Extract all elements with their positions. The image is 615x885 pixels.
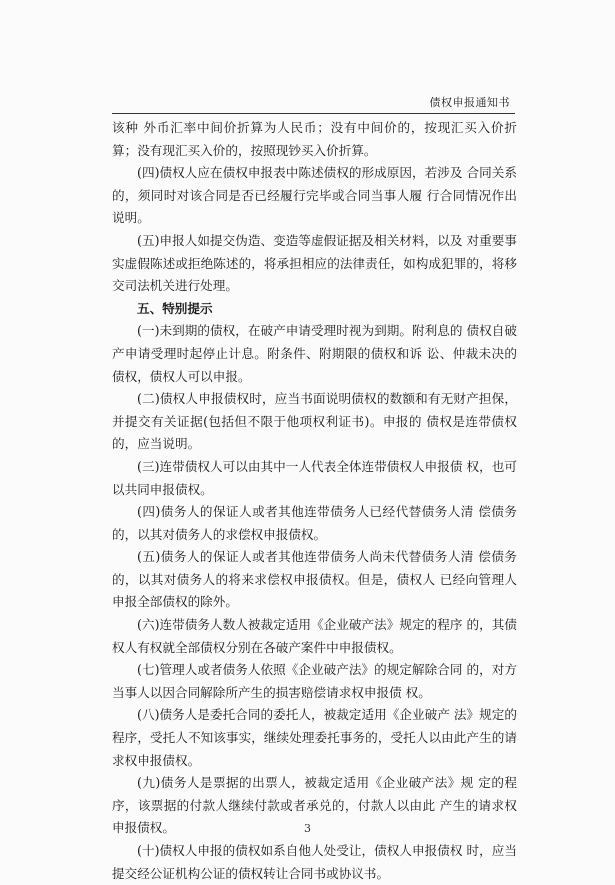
document-body bbox=[112, 117, 517, 885]
note-4: (四)债务人的保证人或者其他连带债务人已经代替债务人清 偿债务的，以其对债务人的求偿权申报债权。 bbox=[112, 504, 517, 542]
note-9: (九)债务人是票据的出票人，被裁定适用《企业破产法》规 定的程序，该票据的付款人继续付款或者承兑的，付款人以由此 产生的请求权申报债权。 bbox=[112, 775, 517, 836]
note-8: (八)债务人是委托合同的委托人，被裁定适用《企业破产 法》规定的程序，受托人不知该事实，继续处理委托事务的，受托人以由此产生的请求权申报债权。 bbox=[112, 707, 517, 768]
paragraph-4: (四)债权人应在债权申报表中陈述债权的形成原因，若涉及 合同关系的，须同时对该合同是否已经履行完毕或合同当事人履 行合同情况作出说明。 bbox=[112, 165, 517, 226]
note-5: (五)债务人的保证人或者其他连带债务人尚未代替债务人清 偿债务的，以其对债务人的将来求偿权申报债权。但是，债权人 已经向管理人申报全部债权的除外。 bbox=[112, 549, 517, 610]
note-2: (二)债权人申报债权时，应当书面说明债权的数额和有无财产担保，并提交有关证据(包括但不限于他项权利证书)。申报的 债权是连带债权的，应当说明。 bbox=[112, 391, 517, 452]
note-3: (三)连带债权人可以由其中一人代表全体连带债权人申报债 权，也可以共同申报债权。 bbox=[112, 458, 517, 497]
note-10: (十)债权人申报的债权如系自他人处受让，债权人申报债权 时，应当提交经公证机构公证的债权转让合同书或协议书。 bbox=[112, 843, 517, 881]
paragraph-continuation: 该种 外币汇率中间价折算为人民币；没有中间价的，按现汇买入价折 算；没有现汇买入价的，按照现钞买入价折算。 bbox=[112, 120, 517, 158]
note-1: (一)未到期的债权，在破产申请受理时视为到期。附利息的 债权自破产申请受理时起停止计息。附条件、附期限的债权和诉 讼、仲裁未决的债权，债权人可以申报。 bbox=[112, 323, 517, 384]
page-number: 3 bbox=[304, 822, 311, 835]
paragraph-5: (五)申报人如提交伪造、变造等虚假证据及相关材料，以及 对重要事实虚假陈述或拒绝陈述的，将承担相应的法律责任，如构成犯罪的，将移交司法机关进行处理。 bbox=[112, 232, 517, 294]
note-7: (七)管理人或者债务人依照《企业破产法》的规定解除合同 的，对方当事人以因合同解除所产生的损害赔偿请求权申报债 权。 bbox=[112, 662, 517, 700]
header-rule bbox=[112, 113, 515, 114]
header-title: 债权申报通知书 bbox=[429, 96, 510, 109]
note-6: (六)连带债务人数人被裁定适用《企业破产法》规定的程序 的，其债权人有权就全部债权分别在各破产案件中申报债权。 bbox=[112, 617, 517, 655]
section-heading-special-notes: 五、特别提示 bbox=[137, 300, 213, 316]
